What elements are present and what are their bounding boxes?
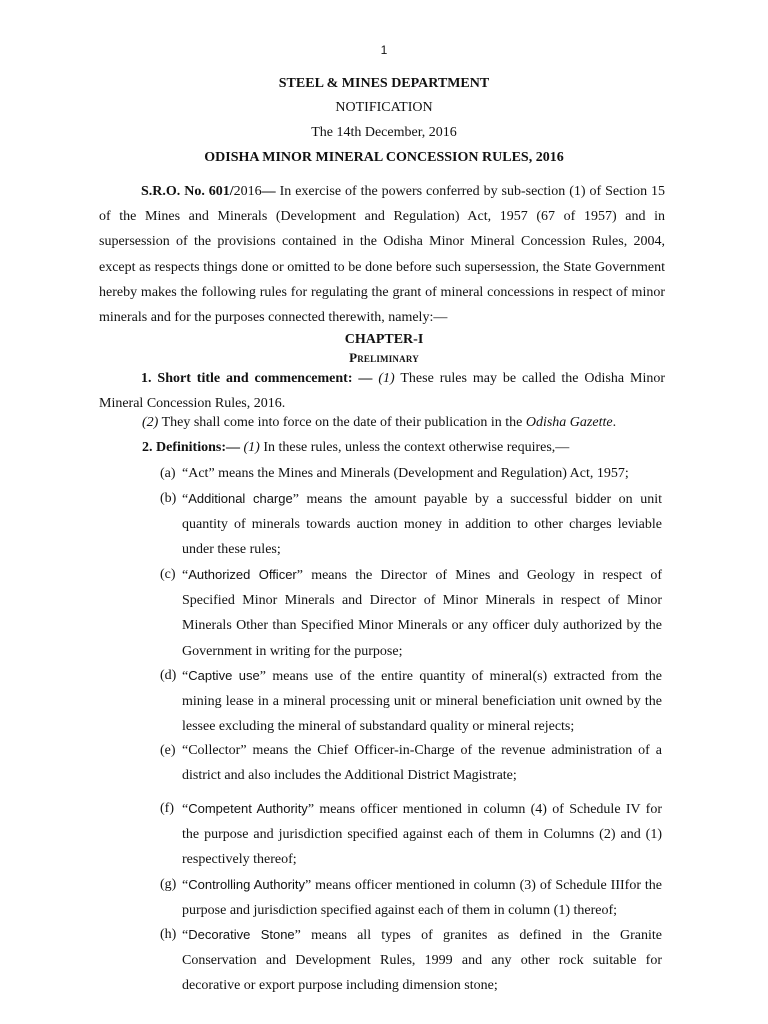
definition-term: Authorized Officer [188, 567, 297, 582]
rule-1-2-text: They shall come into force on the date of their publication in the [158, 415, 526, 430]
definition-item: (f) “Competent Authority” means officer mentioned in column (4) of Schedule IV for the purpose and jurisdiction specified against each of them in Columns (2) and (1) respectively thereof; [160, 796, 662, 873]
definition-label: (e) [160, 743, 176, 758]
rules-title: ODISHA MINOR MINERAL CONCESSION RULES, 2016 [204, 150, 564, 165]
definition-term: Additional charge [188, 491, 293, 506]
definition-item: (b) “Additional charge” means the amount payable by a successful bidder on unit quantity of minerals towards auction money in addition to other charges leviable under these rules; [160, 486, 662, 563]
definitions-heading-line [142, 440, 569, 456]
definition-item: (h) “Decorative Stone” means all types of granites as defined in the Granite Conservation and Development Rules, 1999 and any other rock suitable for decorative or export purpose including dimension stone; [160, 922, 662, 999]
definition-label: (f) [160, 801, 174, 816]
notification-heading: NOTIFICATION [335, 100, 433, 115]
definition-label: (c) [160, 567, 176, 582]
definition-item: (a) “Act” means the Mines and Minerals (Development and Regulation) Act, 1957; [160, 461, 662, 486]
definition-label: (a) [160, 466, 176, 481]
definition-text: means the Chief Officer-in-Charge of the revenue administration of a district and also includes the Additional District Magistrate; [182, 743, 662, 784]
definition-item: (e) “Collector” means the Chief Officer-in-Charge of the revenue administration of a district and also includes the Additional District Magistrate; [160, 738, 662, 788]
definitions-number: (1) [240, 440, 260, 455]
notification-date: The 14th December, 2016 [311, 125, 457, 140]
sro-reference: S.R.O. No. 601/ [141, 184, 234, 199]
definition-label: (h) [160, 927, 177, 942]
chapter-subtitle: Preliminary [349, 350, 419, 365]
rule-1-number: (1) [378, 371, 395, 386]
definition-term: Captive use [188, 668, 260, 683]
rule-1-heading: 1. Short title and commencement: [141, 371, 353, 386]
definition-text: means officer mentioned in column (4) of Schedule IV for the purpose and jurisdiction specified against each of them in Columns (2) and (1) respectively thereof; [182, 802, 662, 868]
department-heading: STEEL & MINES DEPARTMENT [278, 76, 490, 91]
definition-label: (d) [160, 668, 177, 683]
definition-term: Decorative Stone [188, 927, 295, 942]
definition-text: means the Director of Mines and Geology in respect of Specified Minor Minerals and Director of Minor Minerals in respect of Minor Minerals Other than Specified Minor Minerals or any officer duly authorized by the Government in writing for the purpose; [182, 568, 663, 659]
rule-1-2-paragraph [142, 415, 616, 431]
definition-label: (g) [160, 877, 177, 892]
definition-text: means the amount payable by a successful bidder on unit quantity of minerals towards auction money in addition to other charges leviable under these rules; [182, 492, 662, 558]
rule-1-2-number: (2) [142, 415, 159, 430]
definition-term: Competent Authority [188, 801, 308, 816]
definitions-intro: In these rules, unless the context otherwise requires,— [259, 440, 570, 455]
definition-term: Collector [188, 743, 241, 758]
rule-1-paragraph [99, 366, 665, 416]
page-number: 1 [380, 43, 388, 57]
rule-1-dash: — [352, 371, 379, 386]
definition-term: Controlling Authority [188, 877, 305, 892]
sro-year: 2016 [233, 184, 262, 199]
definition-text: means all types of granites as defined in the Granite Conservation and Development Rules, 1999 and any other rock suitable for decorative or export purpose including dimension stone; [182, 928, 662, 994]
definitions-heading: 2. Definitions:— [142, 440, 240, 455]
sro-paragraph [99, 179, 665, 330]
rule-1-2-end: . [612, 415, 617, 430]
rule-1-text: These rules may be called the Odisha Minor Mineral Concession Rules, 2016. [99, 371, 665, 412]
gazette-name: Odisha Gazette [525, 415, 613, 430]
definition-term: Act [188, 466, 209, 481]
definition-item: (c) “Authorized Officer” means the Director of Mines and Geology in respect of Specified Minor Minerals and Director of Minor Minerals in respect of Minor Minerals Other than Specified Minor Minerals or any officer duly authorized by the Government in writing for the purpose; [160, 562, 662, 664]
definition-item: (g) “Controlling Authority” means officer mentioned in column (3) of Schedule IIIfor the purpose and jurisdiction specified against each of them in column (1) thereof; [160, 872, 662, 923]
definition-text: means officer mentioned in column (3) of Schedule IIIfor the purpose and jurisdiction specified against each of them in column (1) thereof; [182, 878, 663, 919]
definition-text: means use of the entire quantity of mineral(s) extracted from the mining lease in a mineral processing unit or mineral beneficiation unit owned by the lessee excluding the mineral of substandard quality or mineral rejects; [182, 669, 662, 735]
chapter-heading: CHAPTER-I [344, 332, 424, 347]
sro-text: In exercise of the powers conferred by sub-section (1) of Section 15 of the Mines and Minerals (Development and Regulation) Act, 1957 (67 of 1957) and in supersession of the provisions contained in the Odisha Minor Mineral Concession Rules, 2004, except as respects things done or omitted to be done before such supersession, the State Government hereby makes the following rules for regulating the grant of mineral concessions in respect of minor minerals and for the purposes connected therewith, namely:— [99, 184, 665, 326]
definition-label: (b) [160, 491, 177, 506]
definition-text: means the Mines and Minerals (Development and Regulation) Act, 1957; [214, 466, 629, 481]
definition-item: (d) “Captive use” means use of the entire quantity of mineral(s) extracted from the mining lease in a mineral processing unit or mineral beneficiation unit owned by the lessee excluding the mineral of substandard quality or mineral rejects; [160, 663, 662, 740]
sro-dash: — [261, 184, 276, 199]
